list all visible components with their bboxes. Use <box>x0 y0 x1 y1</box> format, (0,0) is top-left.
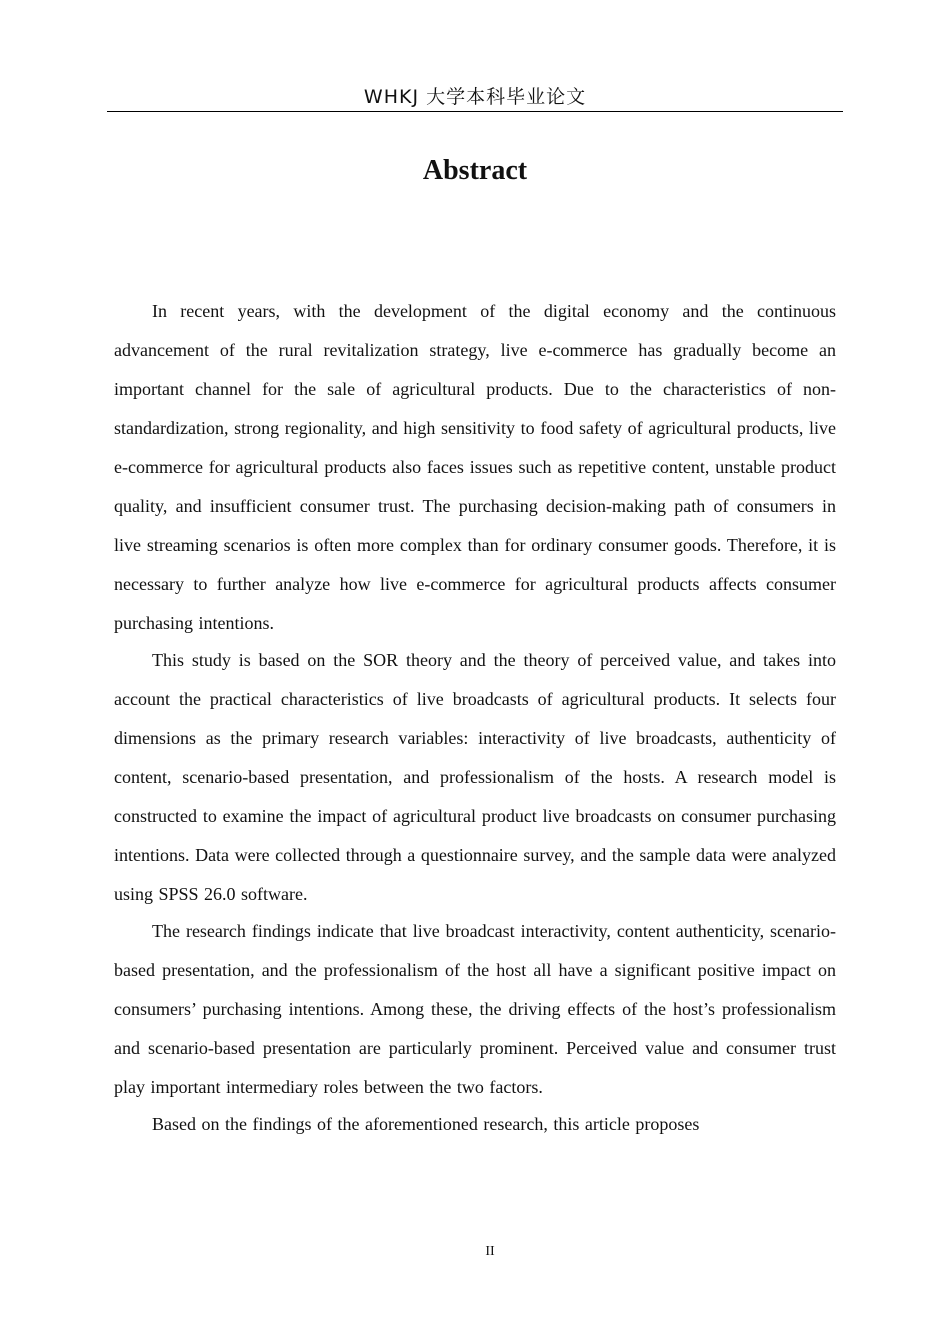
abstract-paragraph: This study is based on the SOR theory and the theory of perceived value, and takes into account the practical characteristics of live broadcasts of agricultural products. It selects four dimensions as the primary research variables: interactivity of live broadcasts, authenticity of content, scenario-based presentation, and professionalism of the hosts. A research model is constructed to examine the impact of agricultural product live broadcasts on consumer purchasing intentions. Data were collected through a questionnaire survey, and the sample data were analyzed using SPSS 26.0 software. <box>114 650 836 904</box>
header-rule <box>107 111 843 112</box>
page-number: II <box>485 1244 495 1259</box>
running-header: WHKJ 大学本科毕业论文 <box>363 86 587 108</box>
abstract-title: Abstract <box>422 155 528 186</box>
abstract-paragraph: In recent years, with the development of the digital economy and the continuous advancement of the rural revitalization strategy, live e-commerce has gradually become an important channel for the sale of agricultural products. Due to the characteristics of non-standardization, strong regionality, and high sensitivity to food safety of agricultural products, live e-commerce for agricultural products also faces issues such as repetitive content, unstable product quality, and insufficient consumer trust. The purchasing decision-making path of consumers in live streaming scenarios is often more complex than for ordinary consumer goods. Therefore, it is necessary to further analyze how live e-commerce for agricultural products affects consumer purchasing intentions. <box>114 301 836 633</box>
abstract-paragraph: The research findings indicate that live broadcast interactivity, content authenticity, scenario-based presentation, and the professionalism of the host all have a significant positive impact on consumers’ purchasing intentions. Among these, the driving effects of the host’s professionalism and scenario-based presentation are particularly prominent. Perceived value and consumer trust play important intermediary roles between the two factors. <box>114 921 836 1097</box>
abstract-paragraph: Based on the findings of the aforementioned research, this article proposes <box>152 1114 700 1134</box>
abstract-body <box>114 292 836 1144</box>
